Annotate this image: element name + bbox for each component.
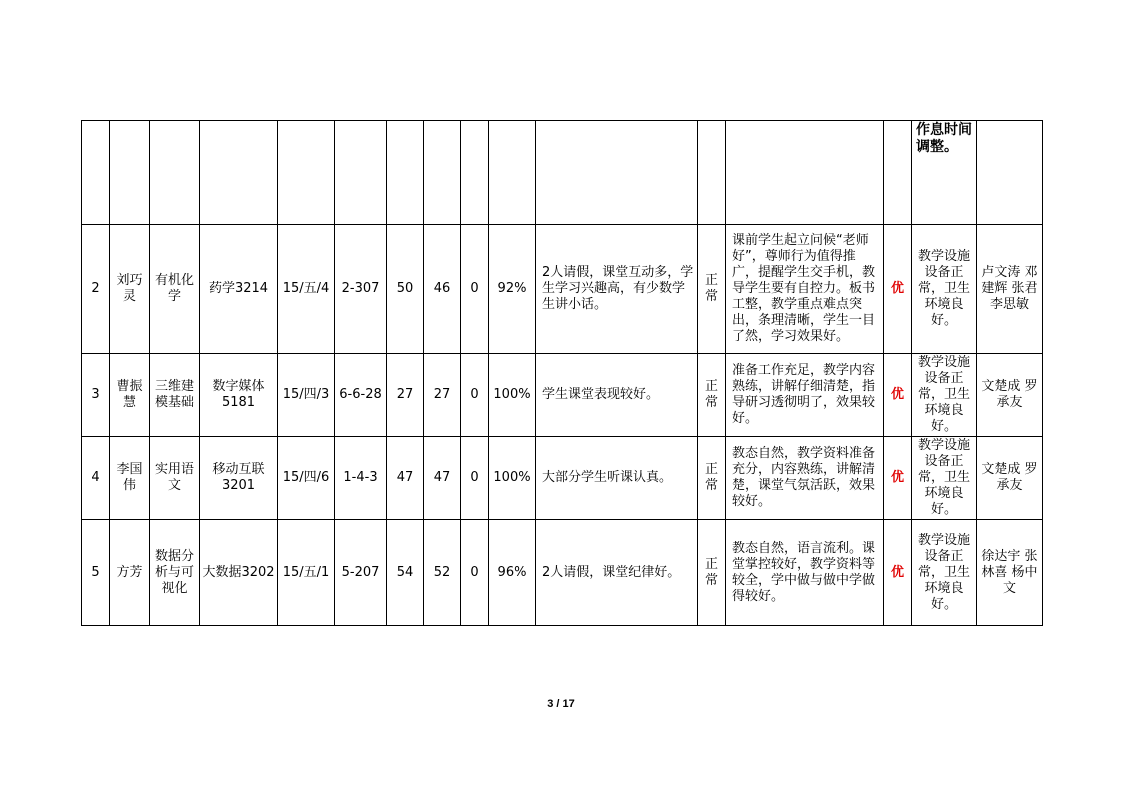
cell-facility: [912, 121, 977, 225]
classroom: 1-4-3: [335, 437, 387, 520]
course-name: 有机化学: [150, 225, 200, 354]
cell-inspectors: [977, 121, 1043, 225]
attendance-rate: 96%: [489, 520, 536, 626]
class-name: 药学3214: [200, 225, 278, 354]
cell-actual: [424, 121, 461, 225]
cell-teacher-status: [698, 121, 726, 225]
teaching-evaluation: 课前学生起立问候“老师好”，尊师行为值得推广，提醒学生交手机，教导学生要有自控力。板书工整，教学重点难点突出，条理清晰，学生一目了然，学习效果好。: [726, 225, 884, 354]
classroom: 2-307: [335, 225, 387, 354]
cell-class: [200, 121, 278, 225]
classroom: 5-207: [335, 520, 387, 626]
teacher-status: 正常: [698, 225, 726, 354]
classroom: 6-6-28: [335, 354, 387, 437]
course-name: 数据分析与可视化: [150, 520, 200, 626]
inspectors: 徐达宇 张林喜 杨中文: [977, 520, 1043, 626]
teacher-status: 正常: [698, 520, 726, 626]
teaching-evaluation: 准备工作充足，教学内容熟练，讲解仔细清楚，指导研习透彻明了，效果较好。: [726, 354, 884, 437]
teacher-status: 正常: [698, 354, 726, 437]
continued-remark: 作息时间调整。: [916, 122, 972, 155]
grade-badge: 优: [884, 225, 912, 354]
grade-badge: 优: [884, 520, 912, 626]
cell-student-status: [536, 121, 698, 225]
class-name: 大数据3202: [200, 520, 278, 626]
late-count: 0: [461, 437, 489, 520]
table-row: [82, 354, 1043, 437]
week-period: 15/五/1: [278, 520, 335, 626]
late-count: 0: [461, 354, 489, 437]
attendance-rate: 100%: [489, 354, 536, 437]
inspection-report-table: [81, 120, 1043, 626]
row-no: 2: [82, 225, 110, 354]
facility-status: 教学设施设备正常，卫生环境良好。: [912, 437, 977, 520]
cell-week: [278, 121, 335, 225]
table-row: [82, 520, 1043, 626]
row-no: 4: [82, 437, 110, 520]
teacher-name: 李国伟: [110, 437, 150, 520]
cell-should: [387, 121, 424, 225]
student-status: 学生课堂表现较好。: [536, 354, 698, 437]
class-name: 数字媒体5181: [200, 354, 278, 437]
page-indicator: 3 / 17: [547, 698, 575, 710]
grade-badge: 优: [884, 354, 912, 437]
class-name: 移动互联3201: [200, 437, 278, 520]
cell-course: [150, 121, 200, 225]
actual-attend: 47: [424, 437, 461, 520]
attendance-rate: 92%: [489, 225, 536, 354]
inspectors: 文楚成 罗承友: [977, 437, 1043, 520]
grade-badge: 优: [884, 437, 912, 520]
facility-status: 教学设施设备正常，卫生环境良好。: [912, 225, 977, 354]
teacher-status: 正常: [698, 437, 726, 520]
row-no: 3: [82, 354, 110, 437]
facility-status: 教学设施设备正常，卫生环境良好。: [912, 354, 977, 437]
cell-no: [82, 121, 110, 225]
week-period: 15/四/6: [278, 437, 335, 520]
should-attend: 50: [387, 225, 424, 354]
cell-teaching-eval: [726, 121, 884, 225]
inspectors: 文楚成 罗承友: [977, 354, 1043, 437]
actual-attend: 52: [424, 520, 461, 626]
attendance-rate: 100%: [489, 437, 536, 520]
student-status: 大部分学生听课认真。: [536, 437, 698, 520]
student-status: 2人请假，课堂纪律好。: [536, 520, 698, 626]
student-status: 2人请假，课堂互动多，学生学习兴趣高，有少数学生讲小话。: [536, 225, 698, 354]
facility-status: 教学设施设备正常，卫生环境良好。: [912, 520, 977, 626]
teaching-evaluation: 教态自然，语言流利。课堂掌控较好，教学资料等较全，学中做与做中学做得较好。: [726, 520, 884, 626]
row-no: 5: [82, 520, 110, 626]
teacher-name: 曹振慧: [110, 354, 150, 437]
cell-location: [335, 121, 387, 225]
teacher-name: 方芳: [110, 520, 150, 626]
week-period: 15/五/4: [278, 225, 335, 354]
table-row: [82, 437, 1043, 520]
should-attend: 47: [387, 437, 424, 520]
course-name: 实用语文: [150, 437, 200, 520]
should-attend: 27: [387, 354, 424, 437]
table-row: [82, 225, 1043, 354]
cell-teacher: [110, 121, 150, 225]
late-count: 0: [461, 225, 489, 354]
inspectors: 卢文涛 邓建辉 张君 李思敏: [977, 225, 1043, 354]
continued-row: [82, 121, 1043, 225]
cell-grade: [884, 121, 912, 225]
cell-rate: [489, 121, 536, 225]
teaching-evaluation: 教态自然，教学资料准备充分，内容熟练，讲解清楚，课堂气氛活跃，效果较好。: [726, 437, 884, 520]
cell-late: [461, 121, 489, 225]
course-name: 三维建模基础: [150, 354, 200, 437]
week-period: 15/四/3: [278, 354, 335, 437]
actual-attend: 46: [424, 225, 461, 354]
actual-attend: 27: [424, 354, 461, 437]
should-attend: 54: [387, 520, 424, 626]
late-count: 0: [461, 520, 489, 626]
teacher-name: 刘巧灵: [110, 225, 150, 354]
